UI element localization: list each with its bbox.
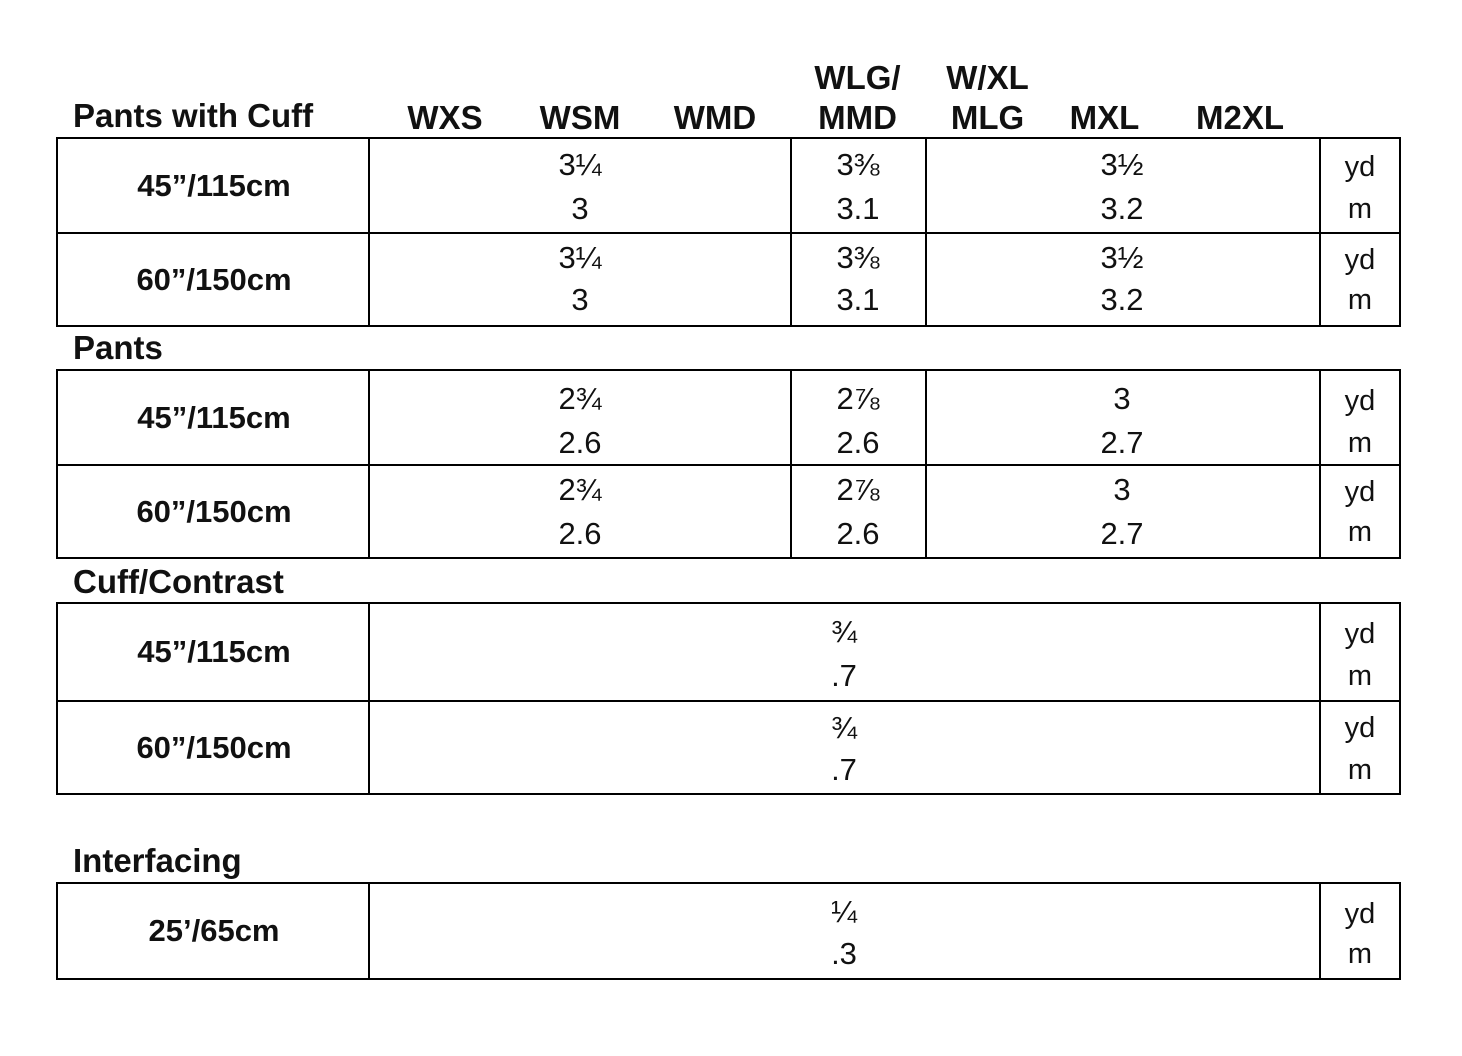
pants-with-cuff-table — [56, 137, 1401, 327]
fabric-width-label: 60”/150cm — [136, 261, 292, 297]
yardage-value: 3⅜ — [836, 147, 880, 182]
meterage-value: .7 — [831, 658, 857, 693]
size-header-wsm: WSM — [539, 99, 621, 136]
meterage-value: 2.7 — [1100, 425, 1144, 460]
yardage-value: 2¾ — [558, 472, 602, 507]
meterage-value: 2.7 — [1100, 516, 1144, 551]
unit-m: m — [1347, 938, 1373, 970]
yardage-value: ¾ — [831, 710, 857, 745]
unit-yd: yd — [1344, 151, 1376, 183]
section-title-interfacing: Interfacing — [73, 842, 242, 879]
table-row — [58, 884, 1399, 978]
unit-yd: yd — [1344, 712, 1376, 744]
yardage-value: 3½ — [1100, 240, 1144, 275]
unit-m: m — [1347, 754, 1373, 786]
unit-yd: yd — [1344, 618, 1376, 650]
meterage-value: 3 — [571, 282, 589, 317]
yardage-value: 2⅞ — [836, 381, 880, 416]
fabric-width-label: 25’/65cm — [148, 913, 280, 948]
size-header-mmd: MMD — [818, 99, 897, 136]
unit-m: m — [1347, 193, 1373, 225]
size-header-wlg: WLG/ — [814, 59, 901, 96]
unit-m: m — [1347, 284, 1373, 316]
section-title-pants: Pants — [73, 329, 163, 366]
yardage-value: 3 — [1113, 381, 1131, 416]
size-header-wxs: WXS — [407, 99, 483, 136]
table-row — [58, 139, 1399, 232]
size-header-wxl: W/XL — [946, 59, 1029, 96]
meterage-value: 3.1 — [836, 282, 880, 317]
unit-yd: yd — [1344, 244, 1376, 276]
unit-yd: yd — [1344, 385, 1376, 417]
meterage-value: 3.1 — [836, 191, 880, 226]
meterage-value: 2.6 — [836, 425, 880, 460]
table-title: Pants with Cuff — [73, 97, 314, 134]
yardage-value: 3⅜ — [836, 240, 880, 275]
table-row — [58, 232, 1399, 325]
meterage-value: 2.6 — [836, 516, 880, 551]
yardage-value: 2¾ — [558, 381, 602, 416]
yardage-value: 3¼ — [558, 240, 602, 275]
pants-table — [56, 369, 1401, 559]
yardage-value: 3½ — [1100, 147, 1144, 182]
unit-yd: yd — [1344, 898, 1376, 930]
unit-m: m — [1347, 516, 1373, 548]
cuff-contrast-table — [56, 602, 1401, 795]
fabric-width-label: 60”/150cm — [136, 729, 292, 765]
section-title-cuff-contrast: Cuff/Contrast — [73, 563, 284, 600]
meterage-value: 3 — [571, 191, 589, 226]
meterage-value: 2.6 — [558, 425, 602, 460]
meterage-value: 3.2 — [1100, 282, 1144, 317]
table-row — [58, 604, 1399, 700]
fabric-width-label: 45”/115cm — [137, 634, 291, 669]
meterage-value: 3.2 — [1100, 191, 1144, 226]
table-row — [58, 464, 1399, 557]
yardage-value: 3¼ — [558, 147, 602, 182]
size-header-mxl: MXL — [1069, 99, 1140, 136]
table-row — [58, 371, 1399, 464]
interfacing-table — [56, 882, 1401, 980]
fabric-width-label: 45”/115cm — [137, 167, 291, 203]
fabric-width-label: 45”/115cm — [137, 399, 291, 435]
meterage-value: 2.6 — [558, 516, 602, 551]
unit-yd: yd — [1344, 476, 1376, 508]
fabric-width-label: 60”/150cm — [136, 493, 292, 529]
size-header-mlg: MLG — [950, 99, 1025, 136]
table-row — [58, 700, 1399, 793]
size-header-m2xl: M2XL — [1195, 99, 1284, 136]
size-header-wmd: WMD — [673, 99, 757, 136]
yardage-value: 2⅞ — [836, 472, 880, 507]
yardage-value: 3 — [1113, 472, 1131, 507]
unit-m: m — [1347, 427, 1373, 459]
yardage-value: ¼ — [831, 894, 857, 929]
yardage-value: ¾ — [831, 614, 857, 649]
meterage-value: .7 — [831, 752, 857, 787]
unit-m: m — [1347, 660, 1373, 692]
meterage-value: .3 — [831, 936, 857, 971]
